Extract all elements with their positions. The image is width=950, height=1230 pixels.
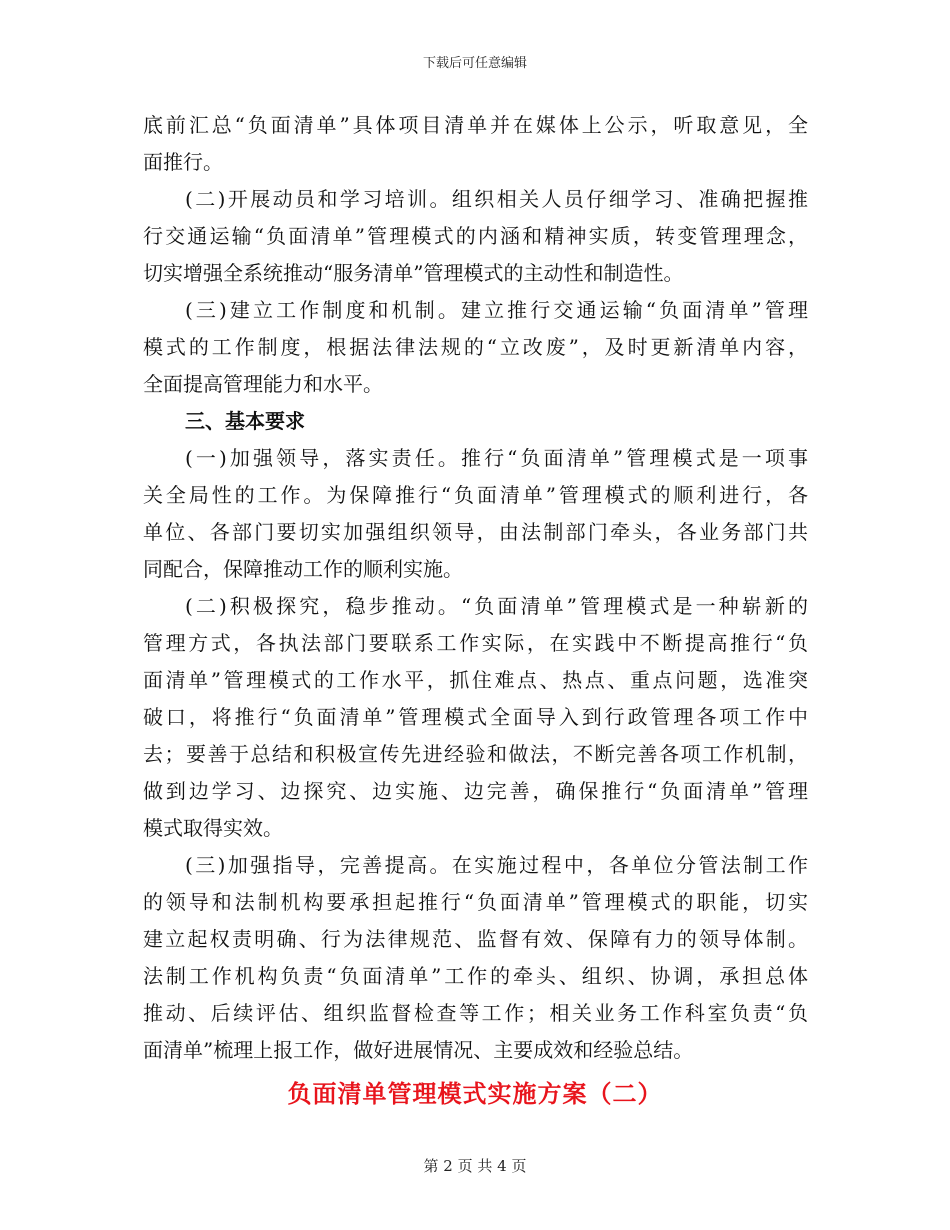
text-line: 模式的工作制度，根据法律法规的“立改废”，及时更新清单内容， bbox=[143, 335, 808, 359]
text-line: 单位、各部门要切实加强组织领导，由法制部门牵头，各业务部门共 bbox=[143, 520, 808, 544]
text-line: (三)加强指导，完善提高。在实施过程中，各单位分管法制工作 bbox=[185, 853, 808, 877]
text-line: 切实增强全系统推动“服务清单”管理模式的主动性和制造性。 bbox=[143, 261, 684, 285]
page-footer: 第 2 页 共 4 页 bbox=[423, 1157, 527, 1175]
text-line: 去；要善于总结和积极宣传先进经验和做法，不断完善各项工作机制， bbox=[143, 742, 808, 766]
text-line: 行交通运输“负面清单”管理模式的内涵和精神实质，转变管理理念， bbox=[143, 224, 808, 248]
text-line: 全面提高管理能力和水平。 bbox=[143, 372, 383, 396]
document-body bbox=[143, 107, 808, 1069]
section-title: 负面清单管理模式实施方案（二） bbox=[287, 1079, 663, 1108]
text-line: (二)开展动员和学习培训。组织相关人员仔细学习、准确把握推 bbox=[185, 187, 808, 211]
page-header: 下载后可任意编辑 bbox=[422, 56, 527, 71]
text-line: 底前汇总“负面清单”具体项目清单并在媒体上公示，听取意见，全 bbox=[143, 113, 808, 137]
text-line: 模式取得实效。 bbox=[143, 816, 283, 840]
section-heading: 三、基本要求 bbox=[185, 409, 305, 433]
text-line: 法制工作机构负责“负面清单”工作的牵头、组织、协调，承担总体 bbox=[143, 964, 808, 988]
text-line: 破口，将推行“负面清单”管理模式全面导入到行政管理各项工作中 bbox=[143, 705, 808, 729]
text-line: 建立起权责明确、行为法律规范、监督有效、保障有力的领导体制。 bbox=[143, 927, 808, 951]
text-line: 面清单”管理模式的工作水平，抓住难点、热点、重点问题，选准突 bbox=[143, 668, 808, 692]
text-line: 面推行。 bbox=[143, 150, 223, 174]
text-line: 面清单”梳理上报工作，做好进展情况、主要成效和经验总结。 bbox=[143, 1038, 694, 1062]
text-line: 同配合，保障推动工作的顺利实施。 bbox=[143, 557, 463, 581]
text-line: 的领导和法制机构要承担起推行“负面清单”管理模式的职能，切实 bbox=[143, 890, 808, 914]
text-line: 推动、后续评估、组织监督检查等工作；相关业务工作科室负责“负 bbox=[143, 1001, 808, 1025]
text-line: 管理方式，各执法部门要联系工作实际，在实践中不断提高推行“负 bbox=[143, 631, 808, 655]
text-line: (一)加强领导，落实责任。推行“负面清单”管理模式是一项事 bbox=[185, 446, 808, 470]
text-line: (三)建立工作制度和机制。建立推行交通运输“负面清单”管理 bbox=[185, 298, 808, 322]
text-line: (二)积极探究，稳步推动。“负面清单”管理模式是一种崭新的 bbox=[185, 594, 808, 618]
text-line: 做到边学习、边探究、边实施、边完善，确保推行“负面清单”管理 bbox=[143, 779, 808, 803]
text-line: 关全局性的工作。为保障推行“负面清单”管理模式的顺利进行，各 bbox=[143, 483, 808, 507]
